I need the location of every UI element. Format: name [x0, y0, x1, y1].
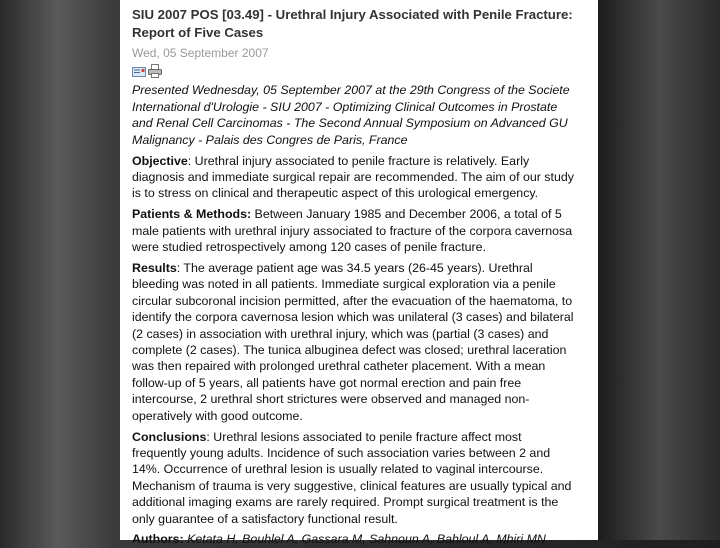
text-line: : Urethral lesions associated to penile fracture affect most	[206, 429, 522, 444]
text-line: operatively with good outcome.	[132, 408, 303, 423]
text-line: International d'Urologie - SIU 2007 - Optimizing Clinical Outcomes in Prostate	[132, 99, 558, 114]
print-icon[interactable]	[148, 64, 162, 82]
text-line: circular subcoronal incision permitted, after the evacuation of the haematoma, to	[132, 293, 573, 308]
text-line: Mechanism of trauma is very suggestive, clinical features are usually typical and	[132, 478, 572, 493]
objective-section	[132, 153, 592, 202]
results-section	[132, 260, 592, 424]
text-line: additional imaging exams are rarely required. Prompt surgical treatment is the	[132, 495, 559, 510]
text-line: were studied retrospectively among 120 cases of penile fracture.	[132, 240, 487, 255]
title-line: Report of Five Cases	[132, 25, 264, 40]
email-icon[interactable]	[132, 65, 146, 81]
presentation-note	[132, 82, 592, 148]
section-label: Authors:	[132, 532, 184, 547]
text-line: 14%. Occurrence of urethral lesion is usually related to vaginal intercourse.	[132, 462, 544, 477]
conclusions-section	[132, 429, 592, 527]
section-label: Patients & Methods:	[132, 207, 252, 222]
text-line: and Renal Cell Carcinomas - The Second Annual Symposium on Advanced GU	[132, 116, 568, 131]
text-line: complete (2 cases). The tunica albuginea defect was closed; urethral laceration	[132, 343, 567, 357]
text-line: Presented Wednesday, 05 September 2007 at the 29th Congress of the Societe	[132, 83, 570, 98]
methods-section	[132, 206, 592, 255]
text-line: identify the corpora cavernosa lesion which was unilateral (3 cases) and bilateral	[132, 310, 574, 325]
publish-date: Wed, 05 September 2007	[132, 46, 269, 60]
text-line: Between January 1985 and December 2006, a total of 5	[251, 207, 562, 222]
text-line: intercourse, 2 urethral short strictures were observed and managed non-	[132, 392, 530, 407]
text-line: (2 cases) in association with urethral injury, which was (partial (3 cases) and	[132, 326, 549, 341]
background-right	[598, 0, 720, 540]
section-label: Objective	[132, 153, 188, 168]
text-line: : Urethral injury associated to penile fracture is relatively. Early	[187, 153, 530, 168]
text-line: Malignancy - Palais des Congres de Paris, France	[132, 132, 408, 147]
text-line: frequently young adults. Incidence of such association varies between 2 and	[132, 445, 551, 460]
text-line: is to stress on clinical and therapeutic aspect of this urological emergency.	[132, 186, 539, 201]
authors-list: Ketata H, Bouhlel A, Gassara M, Sahnoun A, Bahloul A, Mhiri MN	[183, 532, 546, 547]
abstract-page	[120, 0, 598, 547]
text-line: male patients with urethral injury associated to fracture of the corpora cavernosa	[132, 223, 573, 238]
text-line: diagnosis and immediate surgical repair are recommended. The aim of our study	[132, 169, 574, 184]
abstract-title	[132, 6, 592, 42]
text-line: was then repaired with prolonged urethral catheter placement. With a mean	[132, 359, 546, 374]
title-line: SIU 2007 POS [03.49] - Urethral Injury Associated with Penile Fracture:	[132, 7, 573, 22]
text-line: : The average patient age was 34.5 years (26-45 years). Urethral	[176, 260, 533, 275]
text-line: follow-up of 5 years, all patients have got normal erection and pain free	[132, 375, 522, 390]
section-label: Conclusions	[132, 429, 207, 444]
text-line: bleeding was noted in all patients. Immediate surgical exploration via a penile	[132, 277, 556, 292]
action-icons	[132, 65, 592, 81]
section-label: Results	[132, 260, 177, 275]
text-line: only guarantee of a satisfactory functional result.	[132, 511, 398, 526]
